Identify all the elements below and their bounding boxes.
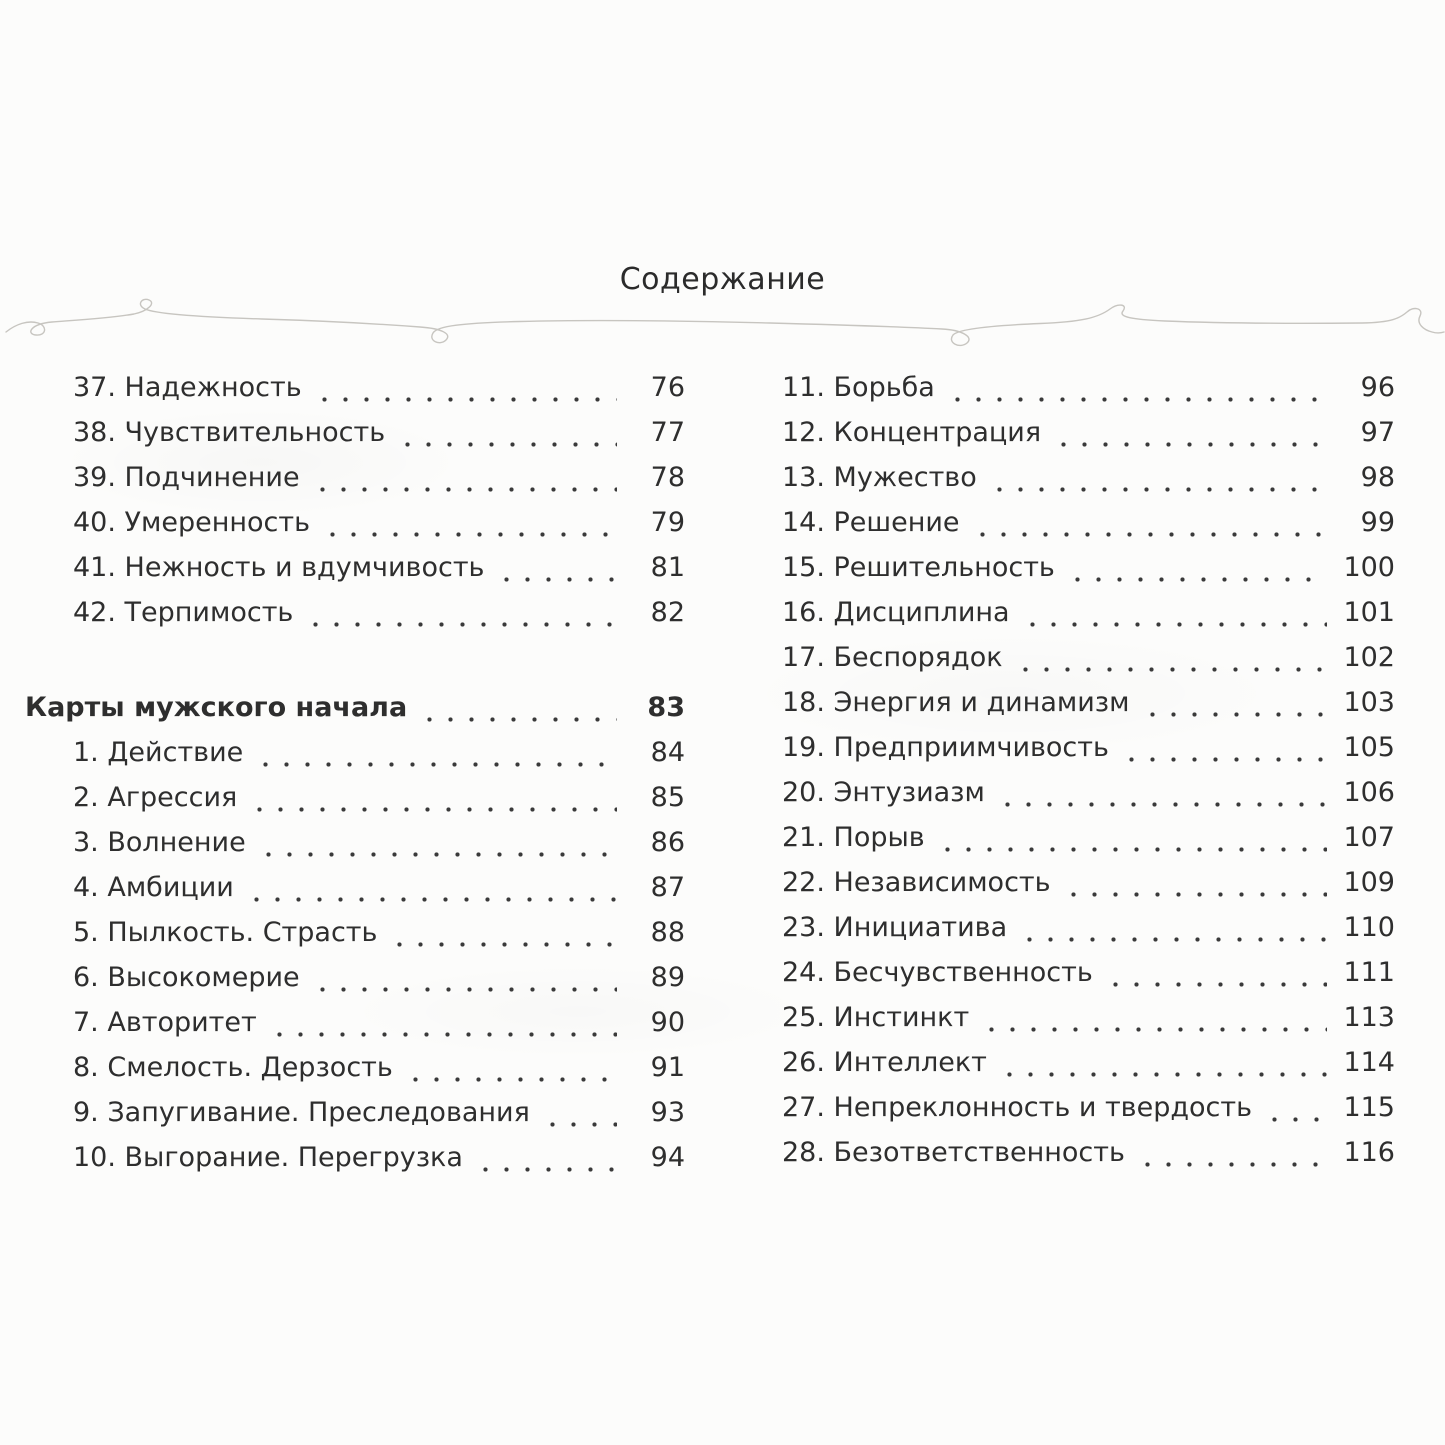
toc-page-number: 101	[1343, 597, 1395, 628]
toc-page-number: 88	[650, 917, 685, 948]
toc-row	[25, 365, 685, 410]
toc-leader-dots	[985, 455, 1327, 500]
toc-page-number: 81	[650, 552, 685, 583]
toc-row	[758, 995, 1395, 1040]
toc-leader-dots	[1049, 410, 1327, 455]
toc-page-number: 100	[1343, 552, 1395, 583]
toc-page-number: 94	[650, 1142, 685, 1173]
toc-entry-label: 23. Инициатива	[782, 912, 1008, 943]
toc-entry-label: 42. Терпимость	[73, 597, 294, 628]
toc-row	[758, 950, 1395, 995]
toc-leader-dots	[301, 590, 617, 635]
toc-row	[25, 1045, 685, 1090]
toc-leader-dots	[933, 815, 1327, 860]
toc-entry-label: 12. Концентрация	[782, 417, 1042, 448]
toc-leader-dots	[415, 685, 617, 730]
toc-entry-label: 28. Безответственность	[782, 1137, 1125, 1168]
toc-row	[758, 365, 1395, 410]
toc-leader-dots	[1015, 905, 1327, 950]
toc-leader-dots	[308, 955, 617, 1000]
toc-row	[25, 775, 685, 820]
toc-page-number: 114	[1343, 1047, 1395, 1078]
toc-entry-label: 41. Нежность и вдумчивость	[73, 552, 485, 583]
toc-leader-dots	[251, 730, 617, 775]
toc-page-number: 78	[650, 462, 685, 493]
toc-page-number: 86	[650, 827, 685, 858]
toc-leader-dots	[385, 910, 617, 955]
toc-row	[758, 590, 1395, 635]
toc-leader-dots	[1063, 545, 1327, 590]
toc-page-number: 77	[650, 417, 685, 448]
toc-entry-label: 2. Агрессия	[73, 782, 238, 813]
toc-row	[25, 1090, 685, 1135]
toc-entry-label: 21. Порыв	[782, 822, 925, 853]
toc-entry-label: 11. Борьба	[782, 372, 935, 403]
toc-column-left	[25, 365, 685, 1180]
toc-entry-label: 8. Смелость. Дерзость	[73, 1052, 393, 1083]
toc-leader-dots	[310, 365, 617, 410]
toc-leader-dots	[943, 365, 1327, 410]
toc-page-number: 99	[1360, 507, 1395, 538]
toc-leader-dots	[995, 1040, 1327, 1085]
toc-leader-dots	[1018, 590, 1327, 635]
squiggle-line-path	[6, 299, 1444, 345]
toc-row	[758, 500, 1395, 545]
toc-leader-dots	[254, 820, 617, 865]
toc-entry-label: 15. Решительность	[782, 552, 1055, 583]
toc-page-number: 113	[1343, 1002, 1395, 1033]
toc-leader-dots	[492, 545, 617, 590]
toc-leader-dots	[265, 1000, 617, 1045]
toc-page-number: 116	[1343, 1137, 1395, 1168]
toc-leader-dots	[968, 500, 1327, 545]
toc-row	[758, 635, 1395, 680]
toc-entry-label: 6. Высокомерие	[73, 962, 300, 993]
toc-leader-dots	[977, 995, 1327, 1040]
toc-entry-label: 4. Амбиции	[73, 872, 234, 903]
toc-row	[758, 860, 1395, 905]
toc-entry-label: 26. Интеллект	[782, 1047, 987, 1078]
toc-leader-dots	[308, 455, 617, 500]
toc-leader-dots	[1117, 725, 1327, 770]
toc-page-number: 76	[650, 372, 685, 403]
toc-leader-dots	[1133, 1130, 1327, 1175]
toc-entry-label: 27. Непреклонность и твердость	[782, 1092, 1253, 1123]
toc-leader-dots	[1101, 950, 1327, 995]
toc-leader-dots	[471, 1135, 617, 1180]
toc-page-number: 98	[1360, 462, 1395, 493]
toc-row	[758, 1130, 1395, 1175]
toc-leader-dots	[245, 775, 617, 820]
toc-leader-dots	[993, 770, 1327, 815]
toc-entry-label: 9. Запугивание. Преследования	[73, 1097, 530, 1128]
page-title: Содержание	[619, 262, 826, 297]
toc-entry-label: 25. Инстинкт	[782, 1002, 970, 1033]
toc-leader-dots	[538, 1090, 617, 1135]
toc-entry-label: 16. Дисциплина	[782, 597, 1010, 628]
toc-entry-label: 18. Энергия и динамизм	[782, 687, 1130, 718]
toc-entry-label: 5. Пылкость. Страсть	[73, 917, 378, 948]
toc-entry-label: 40. Умеренность	[73, 507, 311, 538]
toc-leader-dots	[393, 410, 617, 455]
toc-page-number: 111	[1343, 957, 1395, 988]
toc-row	[25, 500, 685, 545]
toc-page-number: 85	[650, 782, 685, 813]
toc-row	[758, 410, 1395, 455]
toc-entry-label: 20. Энтузиазм	[782, 777, 985, 808]
toc-row	[758, 815, 1395, 860]
toc-page-number: 109	[1343, 867, 1395, 898]
toc-page-number: 110	[1343, 912, 1395, 943]
toc-entry-label: 13. Мужество	[782, 462, 977, 493]
toc-leader-dots	[1011, 635, 1327, 680]
toc-entry-label: Карты мужского начала	[25, 692, 408, 723]
toc-entry-label: 17. Беспорядок	[782, 642, 1003, 673]
toc-row	[25, 865, 685, 910]
toc-row	[25, 455, 685, 500]
toc-page-number: 89	[650, 962, 685, 993]
toc-page-number: 91	[650, 1052, 685, 1083]
toc-leader-dots	[1059, 860, 1327, 905]
toc-row	[758, 455, 1395, 500]
toc-page-number: 82	[650, 597, 685, 628]
toc-page-number: 107	[1343, 822, 1395, 853]
toc-section-heading-row	[25, 685, 685, 730]
decorative-squiggle	[0, 296, 1445, 356]
toc-row	[758, 770, 1395, 815]
toc-row	[758, 905, 1395, 950]
toc-row	[25, 410, 685, 455]
toc-page-number: 97	[1360, 417, 1395, 448]
toc-row	[25, 590, 685, 635]
toc-row	[758, 680, 1395, 725]
toc-entry-label: 24. Бесчувственность	[782, 957, 1093, 988]
toc-entry-label: 22. Независимость	[782, 867, 1051, 898]
toc-row	[758, 545, 1395, 590]
toc-entry-label: 19. Предприимчивость	[782, 732, 1109, 763]
toc-row	[758, 725, 1395, 770]
toc-row	[25, 545, 685, 590]
toc-page-number: 105	[1343, 732, 1395, 763]
toc-column-right	[758, 365, 1395, 1175]
toc-page-number: 102	[1343, 642, 1395, 673]
toc-leader-dots	[1260, 1085, 1327, 1130]
toc-row	[758, 1040, 1395, 1085]
toc-row	[25, 820, 685, 865]
toc-page-number: 93	[650, 1097, 685, 1128]
toc-page-number: 90	[650, 1007, 685, 1038]
toc-page-number: 103	[1343, 687, 1395, 718]
toc-entry-label: 38. Чувствительность	[73, 417, 386, 448]
toc-entry-label: 14. Решение	[782, 507, 960, 538]
toc-entry-label: 10. Выгорание. Перегрузка	[73, 1142, 463, 1173]
toc-page-number: 87	[650, 872, 685, 903]
toc-page-number: 106	[1343, 777, 1395, 808]
toc-row	[25, 955, 685, 1000]
toc-row	[25, 1135, 685, 1180]
toc-leader-dots	[318, 500, 617, 545]
toc-leader-dots	[1138, 680, 1327, 725]
toc-row	[25, 730, 685, 775]
toc-leader-dots	[401, 1045, 617, 1090]
toc-entry-label: 1. Действие	[73, 737, 244, 768]
toc-entry-label: 37. Надежность	[73, 372, 302, 403]
toc-entry-label: 39. Подчинение	[73, 462, 300, 493]
toc-row	[25, 910, 685, 955]
toc-page-number: 79	[650, 507, 685, 538]
toc-leader-dots	[242, 865, 617, 910]
toc-row	[758, 1085, 1395, 1130]
toc-page-number: 115	[1343, 1092, 1395, 1123]
toc-entry-label: 3. Волнение	[73, 827, 246, 858]
toc-page-number: 84	[650, 737, 685, 768]
toc-entry-label: 7. Авторитет	[73, 1007, 257, 1038]
toc-page-number: 83	[647, 692, 685, 723]
toc-row	[25, 1000, 685, 1045]
toc-page-number: 96	[1360, 372, 1395, 403]
